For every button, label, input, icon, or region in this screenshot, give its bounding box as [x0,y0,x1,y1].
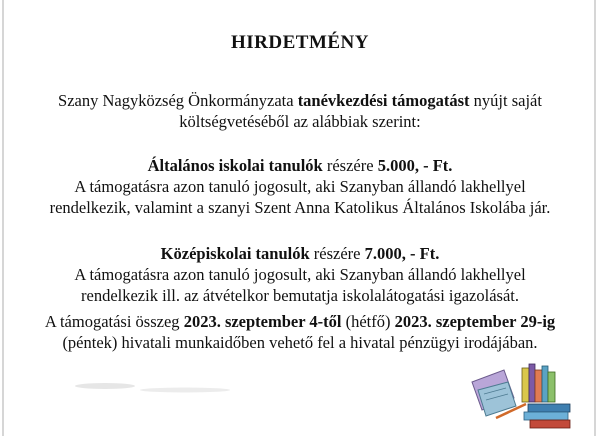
intro-line2: költségvetéséből az alábbiak szerint: [179,112,421,131]
secondary-line2: A támogatásra azon tanuló jogosult, aki Szanyban állandó lakhellyel [74,265,526,284]
intro-bold: tanévkezdési támogatást [297,91,470,110]
primary-amount: 5.000, - Ft. [377,156,453,175]
notice-title: HIRDETMÉNY [230,32,369,53]
primary-line2: A támogatásra azon tanuló jogosult, aki Szanyban állandó lakhellyel [74,177,526,196]
primary-line3: rendelkezik, valamint a szanyi Szent Anna Katolikus Általános Iskolába jár. [49,198,551,217]
secondary-heading: Középiskolai tanulók [160,244,310,263]
intro-paragraph [10,90,590,132]
intro-text-pre: Szany Nagyközség Önkormányzata [58,91,298,110]
primary-heading-mid: részére [322,156,378,175]
schedule-mid: (hétfő) [341,312,395,331]
intro-text-post: nyújt saját [469,91,542,110]
scan-smudge-mark [65,378,265,398]
schedule-paragraph [10,311,590,353]
primary-heading: Általános iskolai tanulók [147,156,323,175]
secondary-amount: 7.000, - Ft. [364,244,440,263]
schedule-date-start: 2023. szeptember 4-től [183,312,342,331]
secondary-heading-mid: részére [309,244,365,263]
books-and-papers-clipart-icon [470,360,575,430]
primary-school-paragraph [10,155,590,218]
schedule-pre: A támogatási összeg [44,312,184,331]
schedule-date-end: 2023. szeptember 29-ig [394,312,556,331]
secondary-school-paragraph [10,243,590,306]
schedule-line2: (péntek) hivatali munkaidőben vehető fel a hivatal pénzügyi irodájában. [62,333,538,352]
secondary-line3: rendelkezik ill. az átvételkor bemutatja iskolalátogatási igazolását. [81,286,519,305]
